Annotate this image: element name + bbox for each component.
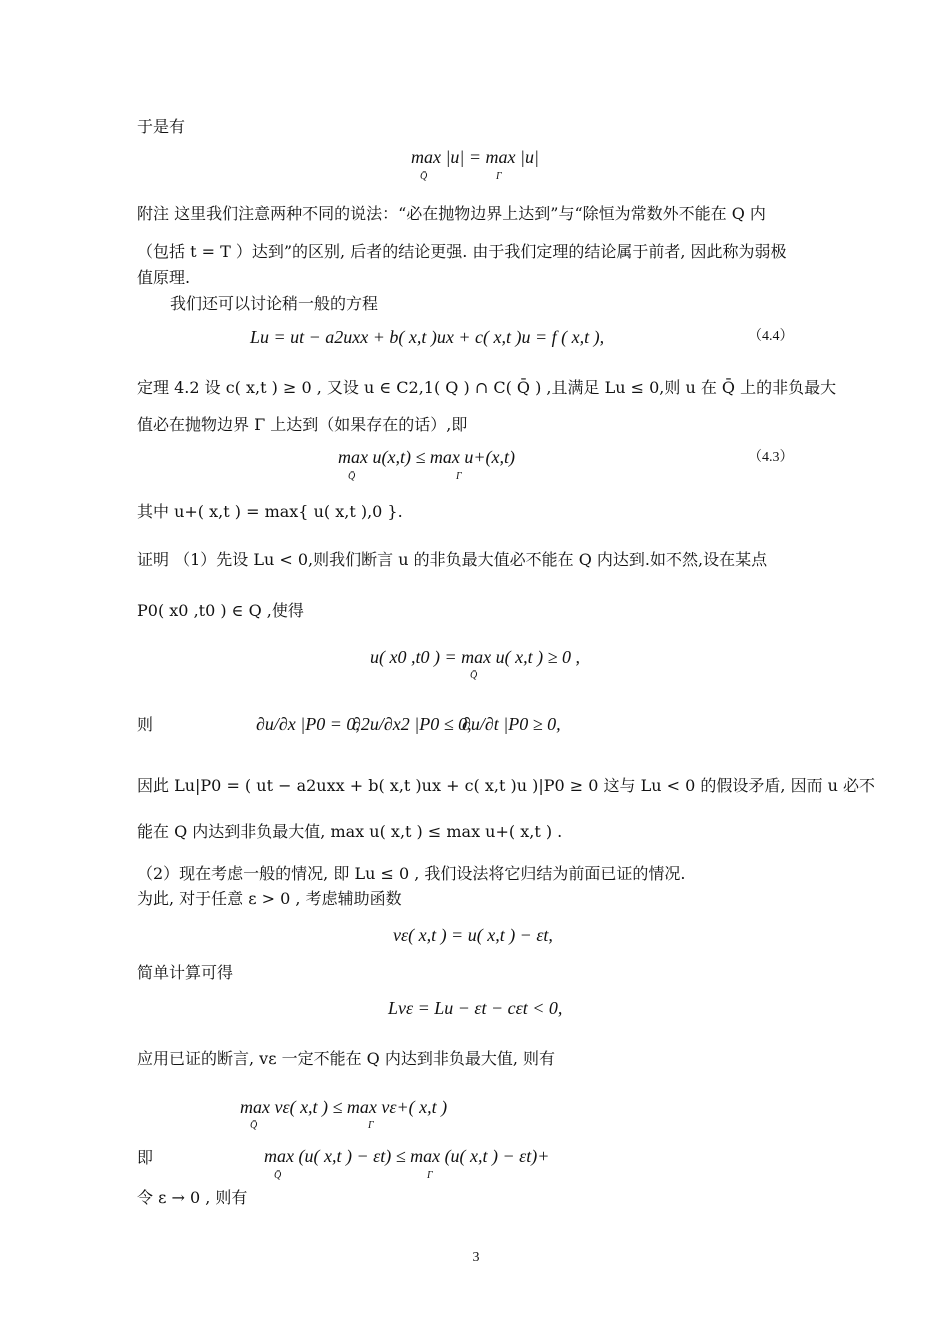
text-line: 能在 Q 内达到非负最大值, max u( x,t ) ≤ max u+( x,t ) . bbox=[137, 822, 563, 841]
text-line: 值必在抛物边界 Γ 上达到（如果存在的话）,即 bbox=[137, 415, 468, 434]
text-line: 附注 这里我们注意两种不同的说法：“必在抛物边界上达到”与“除恒为常数外不能在 Q 内 bbox=[137, 204, 766, 223]
equation-max-attained: u( x0 ,t0 ) = max u( x,t ) ≥ 0 , bbox=[370, 647, 580, 667]
text-line: 则 bbox=[137, 715, 154, 734]
text-line: 即 bbox=[137, 1148, 154, 1167]
text-line: 值原理. bbox=[137, 268, 191, 287]
equation-subscript: Γ bbox=[456, 471, 462, 482]
text-line: （包括 t = T ）达到”的区别, 后者的结论更强. 由于我们定理的结论属于前者, 因此称为弱极 bbox=[137, 242, 787, 261]
equation-subscript: Q̄ bbox=[420, 171, 428, 182]
equation-subscript: Q̄ bbox=[274, 1170, 282, 1181]
text-line: 简单计算可得 bbox=[137, 963, 234, 982]
equation-number: （4.3） bbox=[748, 450, 794, 465]
text-line: 令 ε → 0 , 则有 bbox=[137, 1188, 248, 1207]
equation-auxiliary-function: vε( x,t ) = u( x,t ) − εt, bbox=[393, 925, 553, 945]
text-line: 因此 Lu|P0 = ( ut − a2uxx + b( x,t )ux + c( x,t )u )|P0 ≥ 0 这与 Lu < 0 的假设矛盾, 因而 u 必不 bbox=[137, 776, 876, 795]
equation-second-derivative-x: ∂2u/∂x2 |P0 ≤ 0, bbox=[352, 714, 472, 734]
equation-weak-maximum: max u(x,t) ≤ max u+(x,t) bbox=[338, 447, 515, 467]
equation-subscript: Γ bbox=[427, 1170, 433, 1181]
equation-max-abs: max |u| = max |u| bbox=[411, 147, 539, 167]
text-line: 于是有 bbox=[137, 117, 186, 136]
text-line: 定理 4.2 设 c( x,t ) ≥ 0 , 又设 u ∈ C2,1( Q ) ∩ C( Q̄ ) ,且满足 Lu ≤ 0,则 u 在 Q̄ 上的非负最大 bbox=[137, 378, 837, 397]
equation-subscript: Q̄ bbox=[250, 1120, 258, 1131]
equation-auxiliary-maximum: max vε( x,t ) ≤ max vε+( x,t ) bbox=[240, 1097, 448, 1117]
equation-subscript: Q̄ bbox=[348, 471, 356, 482]
equation-auxiliary-expanded: max (u( x,t ) − εt) ≤ max (u( x,t ) − εt)+ bbox=[264, 1146, 550, 1166]
equation-first-derivative-x: ∂u/∂x |P0 = 0, bbox=[256, 714, 360, 734]
equation-derivative-t: ∂u/∂t |P0 ≥ 0, bbox=[462, 714, 561, 734]
equation-subscript: Γ bbox=[496, 171, 502, 182]
text-line: 应用已证的断言, vε 一定不能在 Q 内达到非负最大值, 则有 bbox=[137, 1049, 556, 1068]
equation-general-operator: Lu = ut − a2uxx + b( x,t )ux + c( x,t )u = f ( x,t ), bbox=[250, 327, 605, 347]
equation-operator-auxiliary: Lvε = Lu − εt − cεt < 0, bbox=[388, 998, 563, 1018]
equation-number: （4.4） bbox=[748, 329, 794, 344]
text-line: 证明 （1）先设 Lu < 0,则我们断言 u 的非负最大值必不能在 Q 内达到.如不然,设在某点 bbox=[137, 550, 768, 569]
text-line: 其中 u+( x,t ) = max{ u( x,t ),0 }. bbox=[137, 502, 403, 521]
text-line: P0( x0 ,t0 ) ∈ Q ,使得 bbox=[137, 601, 304, 620]
text-line: （2）现在考虑一般的情况, 即 Lu ≤ 0 , 我们设法将它归结为前面已证的情况. bbox=[137, 864, 686, 883]
text-line: 为此, 对于任意 ε > 0 , 考虑辅助函数 bbox=[137, 889, 402, 908]
equation-subscript: Γ bbox=[368, 1120, 374, 1131]
page-number: 3 bbox=[472, 1250, 480, 1265]
equation-subscript: Q̄ bbox=[470, 670, 478, 681]
text-line: 我们还可以讨论稍一般的方程 bbox=[170, 294, 379, 313]
